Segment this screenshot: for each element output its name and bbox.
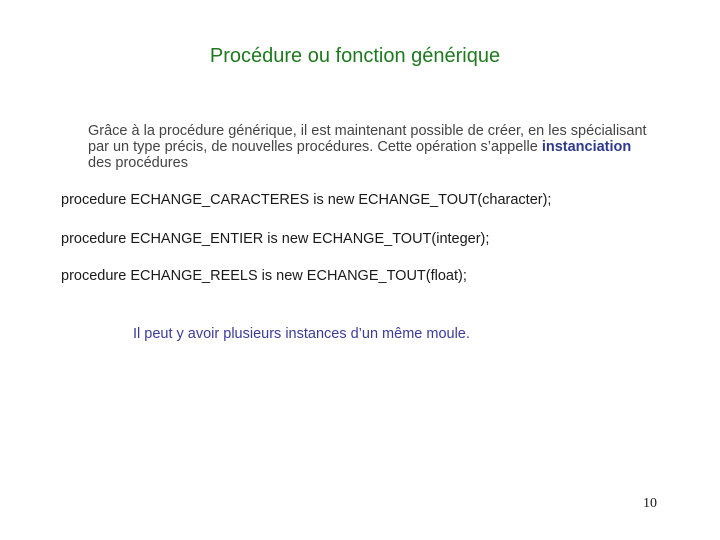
code-line-echange-reels: procedure ECHANGE_REELS is new ECHANGE_TOUT(float); — [61, 268, 467, 284]
intro-text-after: des procédures — [88, 155, 188, 171]
instances-note: Il peut y avoir plusieurs instances d’un même moule. — [133, 326, 470, 342]
intro-text-before: Grâce à la procédure générique, il est maintenant possible de créer, en les spécialisant par un type précis, de nouvelles procédures. Cette opération s’appelle — [88, 123, 647, 155]
code-line-echange-caracteres: procedure ECHANGE_CARACTERES is new ECHANGE_TOUT(character); — [61, 192, 552, 208]
slide-title: Procédure ou fonction générique — [209, 45, 501, 67]
instanciation-keyword: instanciation — [541, 139, 632, 155]
intro-paragraph — [88, 123, 648, 171]
code-line-echange-entier: procedure ECHANGE_ENTIER is new ECHANGE_TOUT(integer); — [61, 231, 490, 247]
page-number: 10 — [643, 496, 657, 511]
